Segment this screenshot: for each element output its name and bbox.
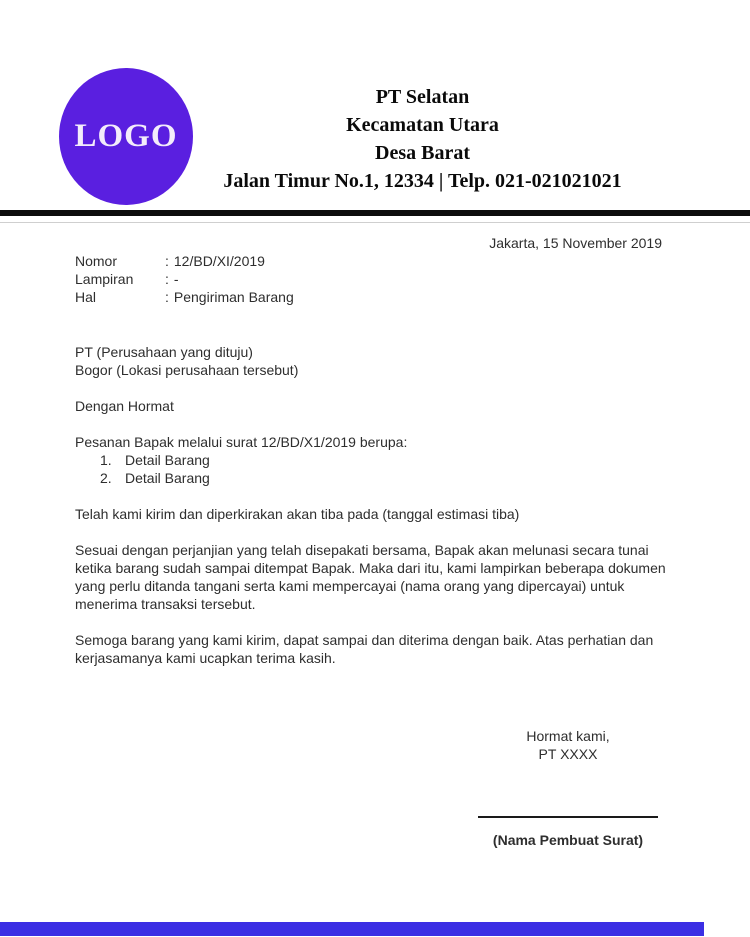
company-name: PT Selatan — [375, 86, 470, 108]
meta-value: Pengiriman Barang — [173, 289, 294, 305]
meta-value: 12/BD/XI/2019 — [173, 253, 265, 269]
paragraph-thanks: Semoga barang yang kami kirim, dapat sampai dan diterima dengan baik. Atas perhatian dan kerjasamanya kami ucapkan terima kasih. — [75, 632, 654, 666]
meta-colon: : — [165, 289, 169, 305]
list-item-text: Detail Barang — [125, 452, 210, 468]
letter-content — [0, 234, 750, 849]
closing-block — [474, 727, 662, 849]
address-line-3: Jalan Timur No.1, 12334 | Telp. 021-021021021 — [223, 170, 622, 192]
signature-line — [478, 816, 658, 818]
closing-company: PT XXXX — [538, 746, 598, 762]
list-item-number: 2. — [100, 470, 112, 486]
logo-text: LOGO — [74, 118, 178, 154]
meta-label: Nomor — [75, 253, 118, 269]
order-intro: Pesanan Bapak melalui surat 12/BD/X1/2019 berupa: — [75, 434, 408, 450]
closing-salutation: Hormat kami, — [526, 728, 610, 744]
list-item-text: Detail Barang — [125, 470, 210, 486]
recipient-company: PT (Perusahaan yang dituju) — [75, 344, 253, 360]
paragraph-agreement: Sesuai dengan perjanjian yang telah disepakati bersama, Bapak akan melunasi secara tunai ketika barang sudah sampai ditempat Bapak. Maka dari itu, kami lampirkan beberapa dokumen yang perlu ditanda tangani serta kami mempercayai (nama orang yang dipercayai) untuk menerima transaksi tersebut. — [75, 542, 666, 612]
salutation: Dengan Hormat — [75, 398, 174, 414]
meta-label: Lampiran — [75, 271, 134, 287]
item-list — [75, 451, 675, 487]
address-line-1: Kecamatan Utara — [346, 114, 499, 136]
meta-row-lampiran — [75, 270, 675, 288]
paragraph-shipping: Telah kami kirim dan diperkirakan akan tiba pada (tanggal estimasi tiba) — [75, 506, 520, 522]
recipient-block — [75, 343, 675, 379]
meta-colon: : — [165, 253, 169, 269]
address-line-2: Desa Barat — [375, 142, 470, 164]
meta-row-hal — [75, 288, 675, 306]
letterhead-divider-thin — [0, 222, 750, 223]
meta-block — [75, 252, 675, 306]
list-item — [100, 451, 675, 469]
list-item — [100, 469, 675, 487]
meta-colon: : — [165, 271, 169, 287]
meta-label: Hal — [75, 289, 97, 305]
letterhead-divider-thick — [0, 210, 750, 216]
recipient-location: Bogor (Lokasi perusahaan tersebut) — [75, 362, 299, 378]
footer-accent-bar — [0, 922, 704, 936]
date-line: Jakarta, 15 November 2019 — [489, 235, 662, 251]
meta-row-nomor — [75, 252, 675, 270]
meta-value: - — [173, 271, 179, 287]
letterhead — [0, 0, 750, 210]
company-logo — [59, 68, 193, 205]
signer-name: (Nama Pembuat Surat) — [492, 832, 644, 848]
list-item-number: 1. — [100, 452, 112, 468]
